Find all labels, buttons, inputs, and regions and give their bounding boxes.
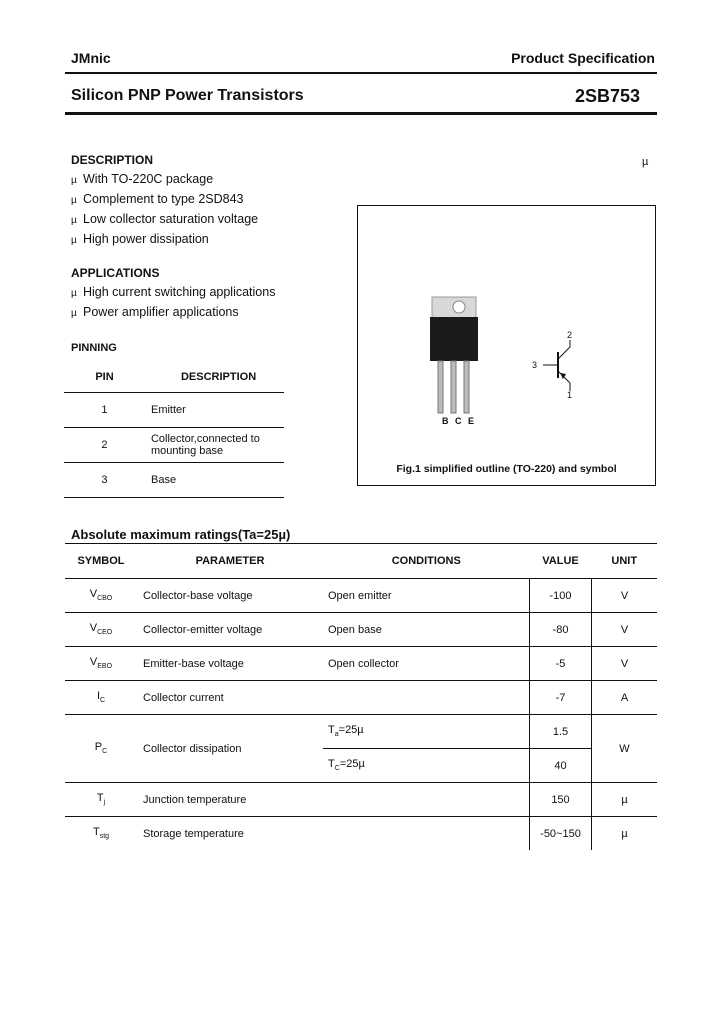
col-description: DESCRIPTION: [145, 362, 284, 393]
description-heading: DESCRIPTION: [71, 153, 154, 167]
value-cell: -80: [530, 613, 592, 647]
ratings-table: [65, 543, 657, 850]
table-row: [65, 783, 657, 817]
symbol-cell: $I_C$: [65, 681, 137, 715]
symbol-cell: $V_{EBO}$: [65, 647, 137, 681]
header-divider: [65, 72, 657, 74]
part-number: 2SB753: [574, 86, 640, 106]
conditions-cell: Open base: [323, 613, 530, 647]
page-title: Silicon PNP Power Transistors: [71, 87, 304, 104]
applications-list: [71, 283, 275, 323]
table-row: [65, 817, 657, 851]
symbol-pin-1: 1: [567, 390, 573, 400]
bullet-icon: µ: [71, 175, 77, 186]
pin-number: 1: [64, 393, 145, 428]
brand-name: JMnic: [71, 50, 111, 66]
conditions-cell: [323, 783, 530, 817]
applications-heading: APPLICATIONS: [71, 266, 160, 280]
table-row: [64, 463, 284, 498]
parameter-cell: Collector-base voltage: [137, 579, 323, 613]
ratings-heading: Absolute maximum ratings(Ta=25µ): [71, 527, 291, 542]
table-row: [65, 613, 657, 647]
col-conditions: CONDITIONS: [323, 544, 530, 579]
description-list: [71, 170, 258, 250]
value-cell: 40: [530, 749, 592, 783]
conditions-cell: [323, 817, 530, 851]
parameter-cell: Collector current: [137, 681, 323, 715]
col-parameter: PARAMETER: [137, 544, 323, 579]
pin-description: Emitter: [145, 393, 284, 428]
unit-cell: A: [592, 681, 658, 715]
pinning-heading: PINNING: [71, 342, 117, 354]
unit-cell: W: [592, 715, 658, 783]
collector-lead: [558, 347, 570, 359]
list-item: µ Complement to type 2SD843: [71, 190, 258, 210]
value-cell: -5: [530, 647, 592, 681]
unit-cell: µ: [621, 827, 628, 840]
symbol-cell: $V_{CEO}$: [65, 613, 137, 647]
document-type: Product Specification: [511, 50, 655, 66]
unit-cell: µ: [592, 783, 658, 817]
parameter-cell: Collector dissipation: [137, 715, 323, 783]
table-header: [64, 362, 284, 393]
lead-e: [464, 361, 469, 413]
transistor-illustration: [358, 206, 655, 485]
symbol-pin-3: 3: [532, 360, 538, 370]
bullet-icon: µ: [71, 308, 77, 319]
stray-mark: µ: [642, 156, 649, 168]
unit-cell: V: [592, 579, 658, 613]
bullet-icon: µ: [71, 215, 77, 226]
symbol-cell: $V_{CBO}$: [65, 579, 137, 613]
unit-cell: V: [592, 613, 658, 647]
list-item: µ Low collector saturation voltage: [71, 210, 258, 230]
table-row: [64, 428, 284, 463]
table-row: [65, 647, 657, 681]
pin-number: 2: [64, 428, 145, 463]
value-cell: 150: [530, 783, 592, 817]
parameter-cell: Emitter-base voltage: [137, 647, 323, 681]
figure-caption: Fig.1 simplified outline (TO-220) and symbol: [396, 463, 617, 475]
bullet-icon: µ: [71, 235, 77, 246]
table-row: [65, 579, 657, 613]
pin-description: Base: [145, 463, 284, 498]
lead-b: [438, 361, 443, 413]
pin-description: Collector,connected to mounting base: [145, 428, 284, 463]
parameter-cell: Storage temperature: [143, 827, 244, 840]
col-unit: UNIT: [592, 544, 658, 579]
pinning-table: [64, 362, 284, 498]
value-cell: -7: [530, 681, 592, 715]
pin-number: 3: [64, 463, 145, 498]
symbol-cell: $T_j$: [65, 783, 137, 817]
list-item: µ Power amplifier applications: [71, 303, 275, 323]
figure-box: [357, 205, 656, 486]
parameter-cell: Junction temperature: [137, 783, 323, 817]
mounting-hole-icon: [453, 301, 465, 313]
value-cell: -50~150: [530, 817, 592, 851]
table-row: [65, 715, 657, 749]
title-divider: [65, 112, 657, 115]
lead-labels: B C E: [442, 416, 477, 426]
col-pin: PIN: [64, 362, 145, 393]
bullet-icon: µ: [71, 288, 77, 299]
conditions-cell: Open collector: [323, 647, 530, 681]
lead-c: [451, 361, 456, 413]
conditions-cell: [323, 681, 530, 715]
conditions-cell: $T_a=25\mu$: [323, 715, 530, 749]
table-header: [65, 544, 657, 579]
bullet-icon: µ: [71, 195, 77, 206]
list-item: µ High power dissipation: [71, 230, 258, 250]
list-item: µ With TO-220C package: [71, 170, 258, 190]
symbol-cell: $T_{stg}$: [92, 826, 110, 841]
unit-cell: V: [592, 647, 658, 681]
symbol-pin-2: 2: [567, 330, 573, 340]
symbol-cell: $P_C$: [65, 715, 137, 783]
package-body: [430, 317, 478, 361]
table-row: [65, 681, 657, 715]
value-cell: 1.5: [530, 715, 592, 749]
col-symbol: SYMBOL: [65, 544, 137, 579]
table-row: [64, 393, 284, 428]
list-item: µ High current switching applications: [71, 283, 275, 303]
conditions-cell: Open emitter: [323, 579, 530, 613]
conditions-cell: $T_C=25\mu$: [323, 749, 530, 783]
col-value: VALUE: [530, 544, 592, 579]
value-cell: -100: [530, 579, 592, 613]
parameter-cell: Collector-emitter voltage: [137, 613, 323, 647]
